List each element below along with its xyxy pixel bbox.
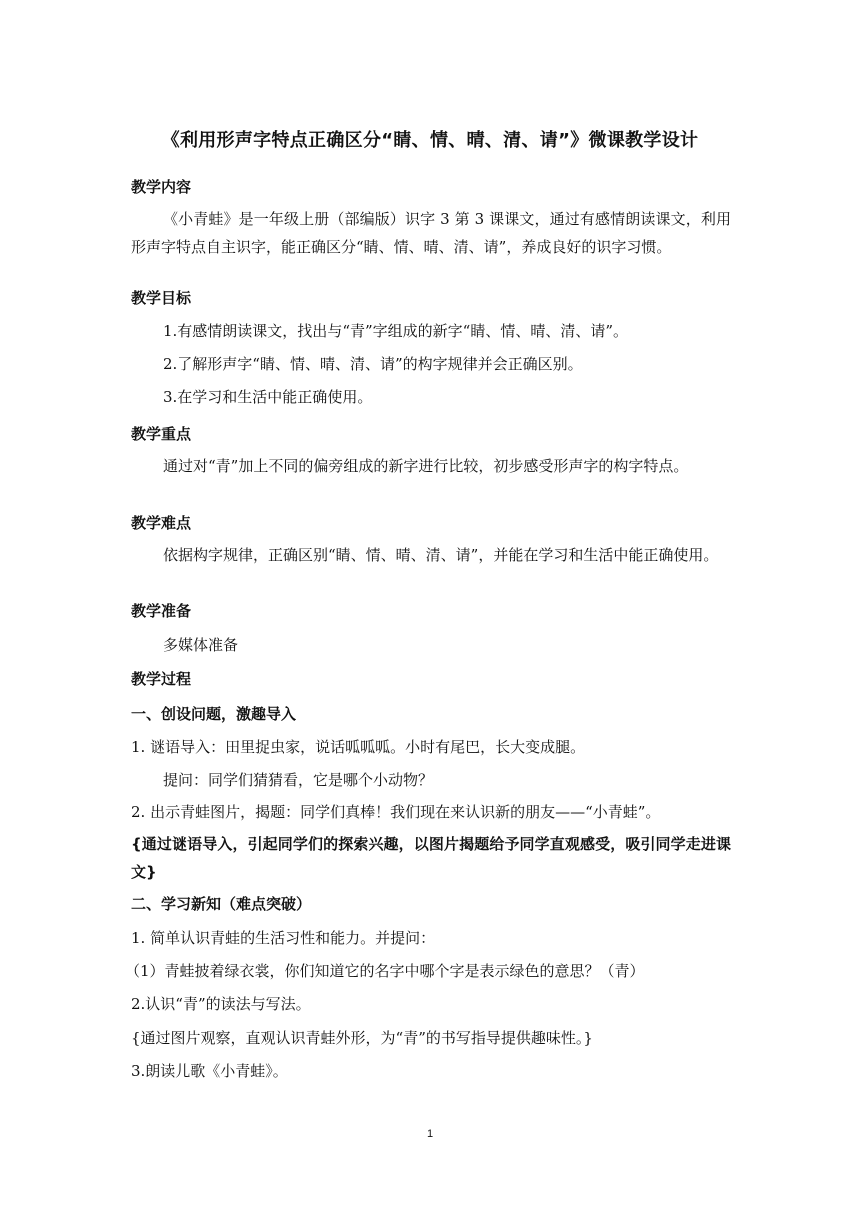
content-paragraph: 《小青蛙》是一年级上册（部编版）识字 3 第 3 课课文，通过有感情朗读课文，利用形声字特点自主识字，能正确区分“睛、情、晴、清、请”，养成良好的识字习惯。 [131,210,731,256]
part1-heading: 一、创设问题，激趣导入 [131,705,297,723]
prep-text: 多媒体准备 [163,636,239,654]
part2-item-3: 2.认识“青”的读法与写法。 [131,995,311,1013]
page-number: 1 [426,1128,434,1140]
part2-item-1: 1. 简单认识青蛙的生活习性和能力。并提问： [131,929,436,947]
goal-item-3: 3.在学习和生活中能正确使用。 [163,388,373,406]
section-heading-process: 教学过程 [131,670,192,688]
section-heading-prep: 教学准备 [131,602,192,620]
section-heading-goals: 教学目标 [131,289,192,307]
part2-item-5: 3.朗读儿歌《小青蛙》。 [131,1062,288,1080]
part1-item-3: 2. 出示青蛙图片，揭题：同学们真棒！我们现在来认识新的朋友——“小青蛙”。 [131,803,661,821]
part2-heading: 二、学习新知（难点突破） [131,895,312,913]
part1-item-2: 提问：同学们猜猜看，它是哪个小动物？ [163,771,434,789]
goal-item-2: 2.了解形声字“睛、情、晴、清、请”的构字规律并会正确区别。 [163,355,583,373]
section-heading-difficulty: 教学难点 [131,514,192,532]
key-paragraph: 通过对“青”加上不同的偏旁组成的新字进行比较，初步感受形声字的构字特点。 [163,457,689,475]
difficulty-paragraph: 依据构字规律，正确区别“睛、情、晴、清、请”，并能在学习和生活中能正确使用。 [163,546,719,564]
section-heading-key: 教学重点 [131,425,192,443]
part2-item-2: （1）青蛙披着绿衣裳，你们知道它的名字中哪个字是表示绿色的意思？（青） [125,962,645,980]
part1-item-1: 1. 谜语导入：田里捉虫家，说话呱呱呱。小时有尾巴，长大变成腿。 [131,738,586,756]
section-heading-content: 教学内容 [131,178,192,196]
goal-item-1: 1.有感情朗读课文，找出与“青”字组成的新字“睛、情、晴、清、请”。 [163,322,628,340]
document-title: 《利用形声字特点正确区分“睛、情、晴、清、请”》微课教学设计 [161,130,699,151]
part2-item-4: {通过图片观察，直观认识青蛙外形，为“青”的书写指导提供趣味性。} [131,1029,593,1047]
part1-note: {通过谜语导入，引起同学们的探索兴趣，以图片揭题给予同学直观感受，吸引同学走进课文} [131,835,731,881]
